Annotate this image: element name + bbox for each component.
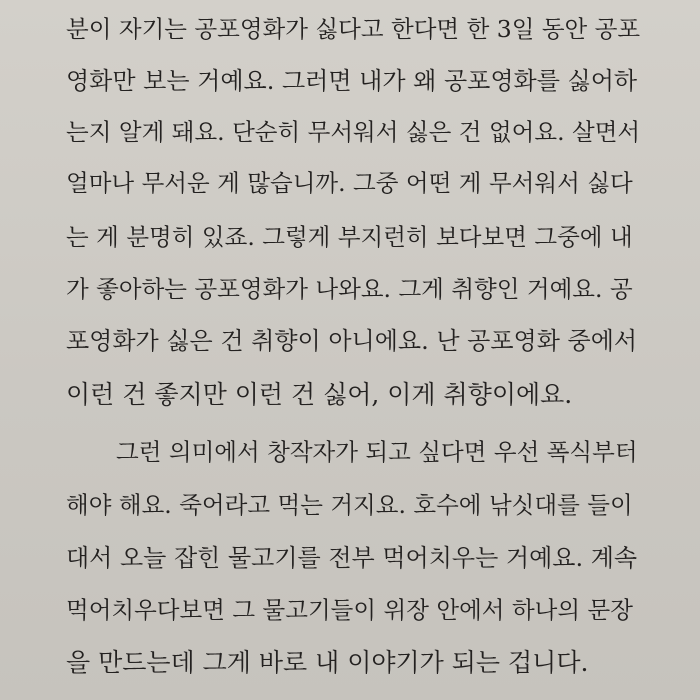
text-line: 포영화가 싫은 건 취향이 아니에요. 난 공포영화 중에서 — [66, 327, 638, 355]
text-line: 는 게 분명히 있죠. 그렇게 부지런히 보다보면 그중에 내 — [66, 223, 633, 251]
text-line: 그런 의미에서 창작자가 되고 싶다면 우선 폭식부터 — [116, 438, 638, 466]
text-line: 는지 알게 돼요. 단순히 무서워서 싫은 건 없어요. 살면서 — [66, 118, 641, 146]
text-line: 영화만 보는 거예요. 그러면 내가 왜 공포영화를 싫어하 — [66, 67, 638, 95]
text-line: 대서 오늘 잡힌 물고기를 전부 먹어치우는 거예요. 계속 — [66, 544, 638, 572]
text-line: 분이 자기는 공포영화가 싫다고 한다면 한 3일 동안 공포 — [66, 15, 641, 43]
text-line: 얼마나 무서운 게 많습니까. 그중 어떤 게 무서워서 싫다 — [66, 169, 633, 197]
text-line: 이런 건 좋지만 이런 건 싫어, 이게 취향이에요. — [66, 380, 573, 409]
text-line: 먹어치우다보면 그 물고기들이 위장 안에서 하나의 문장 — [66, 596, 633, 624]
text-line: 을 만드는데 그게 바로 내 이야기가 되는 겁니다. — [66, 648, 589, 677]
text-line: 가 좋아하는 공포영화가 나와요. 그게 취향인 거예요. 공 — [66, 275, 633, 303]
text-line: 해야 해요. 죽어라고 먹는 거지요. 호수에 낚싯대를 들이 — [66, 491, 633, 519]
